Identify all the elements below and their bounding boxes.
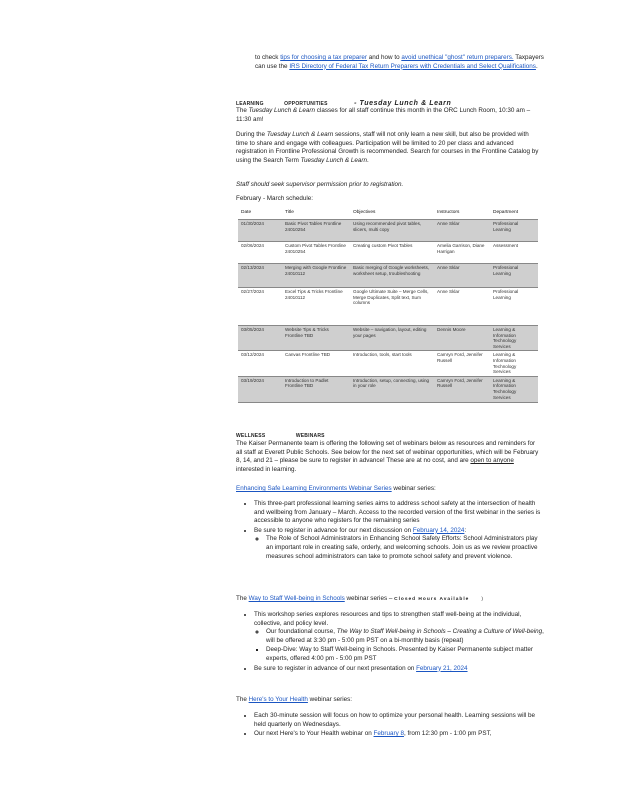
text: Be sure to register in advance for our next discussion on <box>254 526 413 534</box>
cell-objectives: Introduction, setup, connecting, using in your role <box>350 376 434 402</box>
way-to-staff-wellbeing-link[interactable]: Way to Staff Well-being in Schools <box>248 595 345 602</box>
text: The <box>236 595 249 602</box>
intro-text: and how to <box>367 54 402 61</box>
text: This workshop series explores resources and tips to strengthen staff well-being at the individual, collective, and policy level. <box>254 611 522 627</box>
section-label: LEARNING <box>236 101 264 107</box>
cell-date: 03/05/2024 <box>238 326 282 351</box>
learning-paragraph-2 <box>236 131 541 165</box>
text: classes for all staff continue this month in the ORC Lunch Room, 10:30 am – 11:30 am! <box>236 107 531 123</box>
tips-tax-preparer-link[interactable]: tips for choosing a tax preparer <box>280 54 368 61</box>
cell-date: 02/06/2024 <box>238 242 282 264</box>
header-instructors: Instructors <box>437 210 460 215</box>
avoid-ghost-preparers-link[interactable]: avoid unethical "ghost" return preparers. <box>401 54 514 61</box>
text: During the <box>236 131 267 138</box>
cell-date: 01/30/2024 <box>238 220 282 242</box>
list-item: • This three-part professional learning series aims to address school safety at the intersection of health and wellbeing from January – March. Access to the recorded version of the first webinar in the series is accessible to anyone who registers for the remaining series <box>254 500 545 526</box>
text: Our next Here's to Your Health webinar on <box>254 730 374 738</box>
list-item <box>266 628 545 645</box>
list-item <box>254 527 545 561</box>
cell-department: Learning & Information Technology Services <box>490 376 538 402</box>
text: webinar series: <box>391 485 436 492</box>
intro-text: to check <box>255 54 281 61</box>
cell-objectives: Google Ultimate Suite – Merge Cells, Merge Duplicates, Split text, Sum columns <box>350 288 434 326</box>
list-item: • Each 30-minute session will focus on how to optimize your personal health. Learning sessions will be held quarterly on Wednesdays. <box>254 712 545 729</box>
text: Tuesday Lunch & Learn <box>300 156 368 164</box>
text: The <box>236 107 249 114</box>
cell-title: Introduction to Padlet Frontline TBD <box>282 376 350 402</box>
feb-8-link[interactable]: February 8 <box>373 730 404 738</box>
webinar-intro-paragraph <box>236 440 541 474</box>
text: Tuesday Lunch & Learn <box>266 131 334 138</box>
cell-department: Learning & Information Technology Services <box>490 351 538 376</box>
table-row <box>238 242 538 264</box>
text: The Kaiser Permanente team is offering the following set of webinars below as resources and reminders for all staff at Everett Public Schools <box>236 440 536 456</box>
intro-text: . <box>535 62 538 70</box>
feb-21-link[interactable]: February 21, 2024 <box>416 664 468 672</box>
text: Tuesday Lunch & Learn <box>248 107 316 114</box>
irs-directory-link[interactable]: IRS Directory of Federal Tax Return Preparers with Credentials and Select Qualifications <box>289 62 536 70</box>
table-row <box>238 264 538 288</box>
cell-instructors: Camryn Ford, Jennifer Russell <box>434 376 490 402</box>
cell-objectives: Using recommended pivot tables, slicers, multi copy <box>350 220 434 242</box>
cell-date: 02/13/2024 <box>238 264 282 288</box>
series2-list <box>240 611 545 674</box>
text: , from 12:30 pm - 1:00 pm PST, <box>403 730 492 738</box>
header-date: Date <box>241 210 252 215</box>
cell-objectives: Website – navigation, layout, editing your pages <box>350 326 434 351</box>
list-item <box>254 730 545 739</box>
cell-department: Professional Learning <box>490 288 538 326</box>
text: Be sure to register in advance of our next presentation on <box>254 664 417 672</box>
header-department: Department <box>493 210 519 215</box>
series3-list <box>240 712 545 740</box>
schedule-label: February - March schedule: <box>236 195 313 202</box>
header-title: Title <box>285 210 294 215</box>
series3-heading <box>236 696 541 705</box>
heres-to-your-health-link[interactable]: Here's to Your Health <box>248 696 308 703</box>
section-label: WELLNESS <box>236 433 266 439</box>
list-item <box>254 665 545 674</box>
enhancing-safe-learning-link[interactable]: Enhancing Safe Learning Environments Webinar Series <box>236 485 392 492</box>
cell-title: Website Tips & Tricks Frontline TBD <box>282 326 350 351</box>
text: Our foundational course, <box>266 628 337 636</box>
table-header-row <box>238 209 538 220</box>
text: . See below for the next set of webinar opportunities, which will be February 8, 14, and 21 – please be sure to register in advance! These are at no cost, and are <box>236 448 539 465</box>
cell-instructors: Anne Sklar <box>434 288 490 326</box>
cell-date: 02/27/2024 <box>238 288 282 326</box>
supervisor-note: Staff should seek supervisor permission prior to registration. <box>236 181 404 188</box>
cell-department: Professional Learning <box>490 264 538 288</box>
list-item: ▪ Deep-Dive: Way to Staff Well-being in Schools. Presented by Kaiser Permanente subject matter experts, offered 4:00 pm - 5:00 pm PST <box>266 646 545 663</box>
series2-heading <box>236 595 541 604</box>
text: : <box>464 526 467 534</box>
text: The <box>236 696 249 703</box>
text: interested in learning. <box>236 465 297 473</box>
intro-text: Taxpayers can use the <box>255 54 544 70</box>
text: Closed Hours Available <box>394 597 470 602</box>
text: . <box>367 156 369 164</box>
series1-heading <box>236 485 541 494</box>
cell-title: Basic Pivot Tables Frontline 24010254 <box>282 220 350 242</box>
cell-title: Merging with Google Frontline 24010112 <box>282 264 350 288</box>
table-row <box>238 351 538 376</box>
text: The Way to Staff Well-being in Schools – Creating a Culture of Well-being <box>336 628 543 636</box>
cell-department: Learning & Information Technology Services <box>490 326 538 351</box>
table-row <box>238 220 538 242</box>
cell-date: 03/19/2024 <box>238 376 282 402</box>
table-row <box>238 376 538 402</box>
text: , will be offered at 3:30 pm - 5:00 pm PST on a bi-monthly basis (repeat) <box>266 628 544 644</box>
table-row <box>238 288 538 326</box>
text: ) <box>481 597 483 602</box>
list-item <box>254 611 545 664</box>
feb-14-link[interactable]: February 14, 2024 <box>412 526 465 534</box>
table-row <box>238 326 538 351</box>
text: open to anyone <box>470 457 514 465</box>
cell-objectives: Basic merging of Google worksheets, worksheet setup, troubleshooting <box>350 264 434 288</box>
section-title: - Tuesday Lunch & Learn <box>354 100 452 107</box>
section-label: OPPORTUNITIES <box>284 101 328 107</box>
cell-title: Excel Tips & Tricks Frontline 24010112 <box>282 288 350 326</box>
cell-department: Professional Learning <box>490 220 538 242</box>
cell-date: 03/12/2024 <box>238 351 282 376</box>
cell-objectives: Creating custom Pivot Tables <box>350 242 434 264</box>
cell-title: Canvas Frontline TBD <box>282 351 350 376</box>
series1-list <box>240 500 545 562</box>
cell-instructors: Anne Sklar <box>434 220 490 242</box>
cell-instructors: Anne Sklar <box>434 264 490 288</box>
cell-instructors: Dennis Moore <box>434 326 490 351</box>
list-item: ◦ The Role of School Administrators in Enhancing School Safety Efforts: School Administrators play an important role in creating safe, orderly, and welcoming schools. Join us as we review proactive measures school administrators can take to promote school safety and prevent violence. <box>266 535 545 561</box>
text: webinar series – <box>344 595 395 602</box>
text: sessions, staff will not only learn a new skill, but also be provided with time to share and engage with colleagues. Participation will be limited to 20 per class and advanced registration in Frontline Professional Growth is recommended. Search for courses in the Frontline Catalog by using the Search Term <box>236 131 539 164</box>
cell-department: Assessment <box>490 242 538 264</box>
schedule-table <box>238 209 538 403</box>
cell-instructors: Amelia Garrison, Diane Harrigan <box>434 242 490 264</box>
header-objectives: Objectives <box>353 210 376 215</box>
cell-instructors: Camryn Ford, Jennifer Russell <box>434 351 490 376</box>
cell-objectives: Introduction, tools, start tools <box>350 351 434 376</box>
section-label: WEBINARS <box>295 433 325 439</box>
cell-title: Custom Pivot Tables Frontline 24010254 <box>282 242 350 264</box>
intro-paragraph <box>255 54 545 71</box>
text: webinar series: <box>307 696 353 703</box>
learning-paragraph-1 <box>236 107 541 124</box>
